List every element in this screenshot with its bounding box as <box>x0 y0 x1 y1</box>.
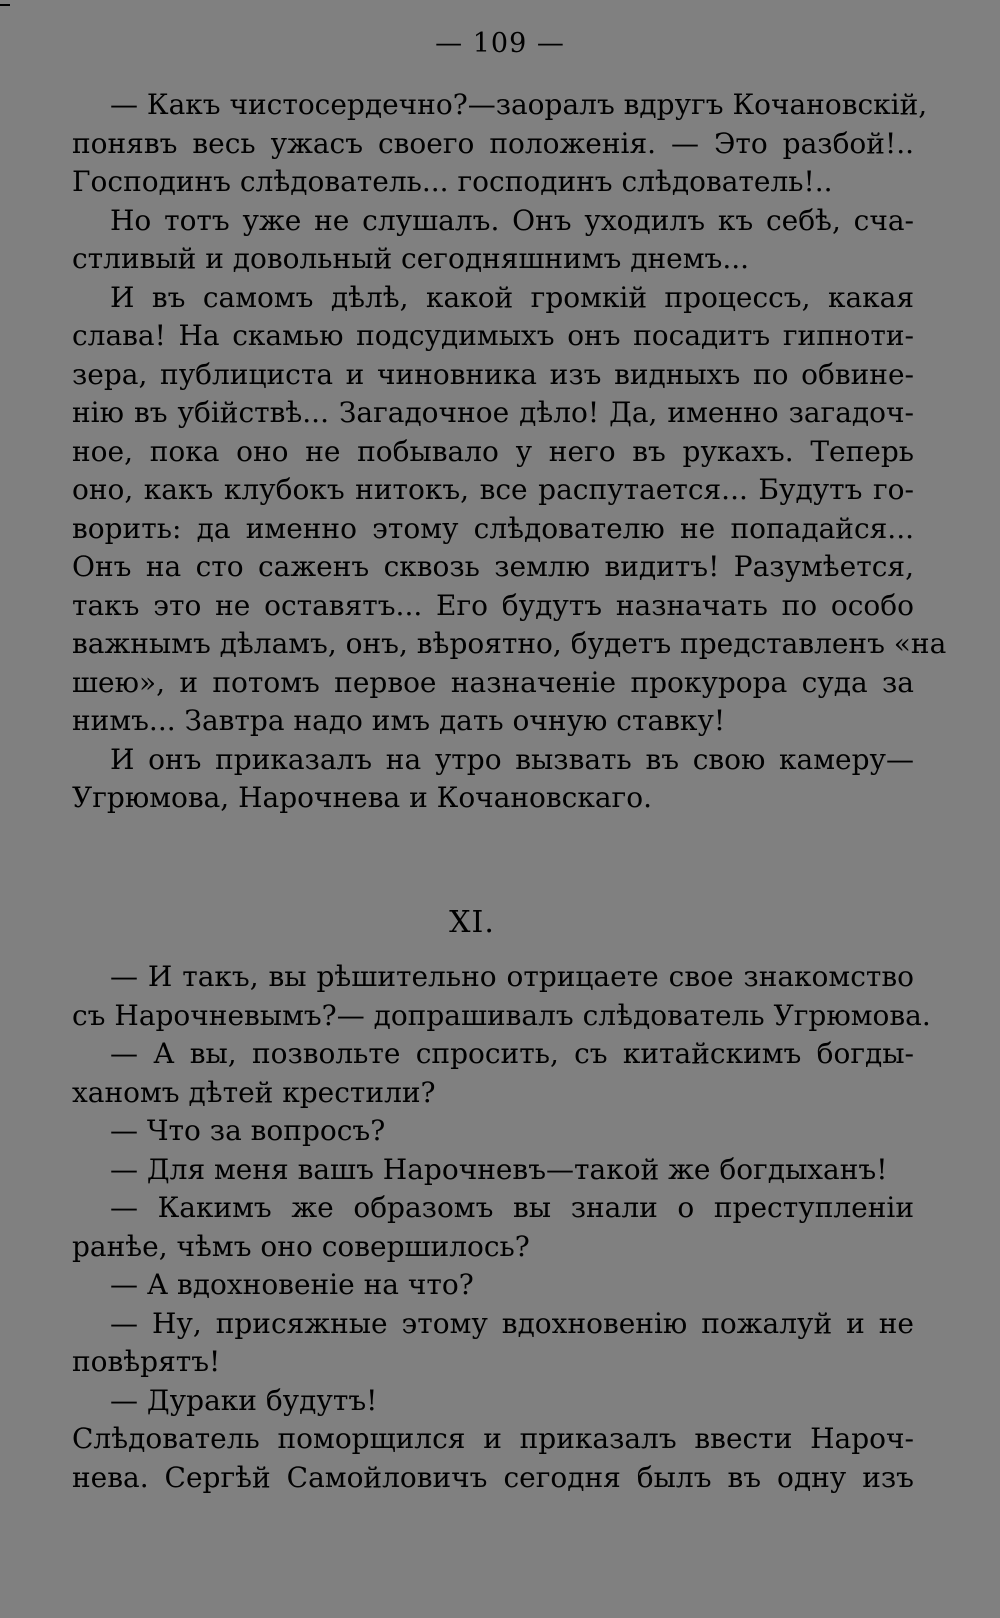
text-line: — Ну, присяжные этому вдохновенію пожалуй и не <box>110 1306 914 1340</box>
text-line: — Какъ чистосердечно?—заоралъ вдругъ Кочановскій, <box>110 88 928 121</box>
text-line: Слѣдователь поморщился и приказалъ ввести Нароч- <box>72 1422 914 1455</box>
text-line: нимъ... Завтра надо имъ дать очную ставку! <box>72 704 726 737</box>
text-line: — Какимъ же образомъ вы знали о преступленіи <box>110 1191 914 1224</box>
text-line: — Дураки будутъ! <box>110 1383 378 1417</box>
text-line: съ Нарочневымъ?— допрашивалъ слѣдователь Угрюмова. <box>72 998 931 1032</box>
text-line: зера, публициста и чиновника изъ видныхъ по обвине- <box>72 357 914 391</box>
text-line: слава! На скамью подсудимыхъ онъ посадитъ гипноти- <box>72 319 914 352</box>
text-line: ное, пока оно не побывало у него въ рукахъ. Теперь <box>72 434 914 468</box>
text-line: — Для меня вашъ Нарочневъ—такой же богдыханъ! <box>110 1152 888 1186</box>
text-line: — А вы, позвольте спросить, съ китайскимъ богды- <box>110 1037 914 1070</box>
corner-mark <box>0 4 10 6</box>
text-line: ханомъ дѣтей крестили? <box>72 1075 436 1109</box>
text-line: важнымъ дѣламъ, онъ, вѣроятно, будетъ представленъ «на <box>72 627 947 660</box>
text-line: понявъ весь ужасъ своего положенія. — Это разбой!.. <box>72 126 914 160</box>
text-line: — Что за вопросъ? <box>110 1114 386 1147</box>
text-line: Господинъ слѣдователь... господинъ слѣдователь!.. <box>72 165 833 198</box>
text-line: нію въ убійствѣ... Загадочное дѣло! Да, именно загадоч- <box>72 396 914 429</box>
page-number: — 109 — <box>435 28 565 59</box>
chapter-heading: XI. <box>449 905 495 940</box>
text-line: шею», и потомъ первое назначеніе прокурора суда за <box>72 665 914 699</box>
text-line: Онъ на сто саженъ сквозь землю видитъ! Разумѣется, <box>72 550 914 583</box>
text-line: И въ самомъ дѣлѣ, какой громкій процессъ, какая <box>110 280 914 314</box>
text-line: ранѣе, чѣмъ оно совершилось? <box>72 1229 530 1263</box>
text-line: такъ это не оставятъ... Его будутъ назначать по особо <box>72 588 914 622</box>
text-line: И онъ приказалъ на утро вызвать въ свою камеру— <box>110 742 914 776</box>
text-line: Угрюмова, Нарочнева и Кочановскаго. <box>72 781 652 814</box>
text-line: стливый и довольный сегодняшнимъ днемъ... <box>72 242 750 275</box>
text-line: повѣрятъ! <box>72 1345 221 1378</box>
text-line: нева. Сергѣй Самойловичъ сегодня былъ въ одну изъ <box>72 1460 914 1494</box>
text-line: Но тотъ уже не слушалъ. Онъ уходилъ къ себѣ, сча- <box>110 203 914 237</box>
text-line: оно, какъ клубокъ нитокъ, все распутается... Будутъ го- <box>72 473 914 506</box>
text-line: — И такъ, вы рѣшительно отрицаете свое знакомство <box>110 960 914 993</box>
text-block-2 <box>72 958 931 1497</box>
text-block-1 <box>72 86 947 818</box>
text-line: ворить: да именно этому слѣдователю не попадайся... <box>72 511 914 545</box>
text-line: — А вдохновеніе на что? <box>110 1268 474 1301</box>
